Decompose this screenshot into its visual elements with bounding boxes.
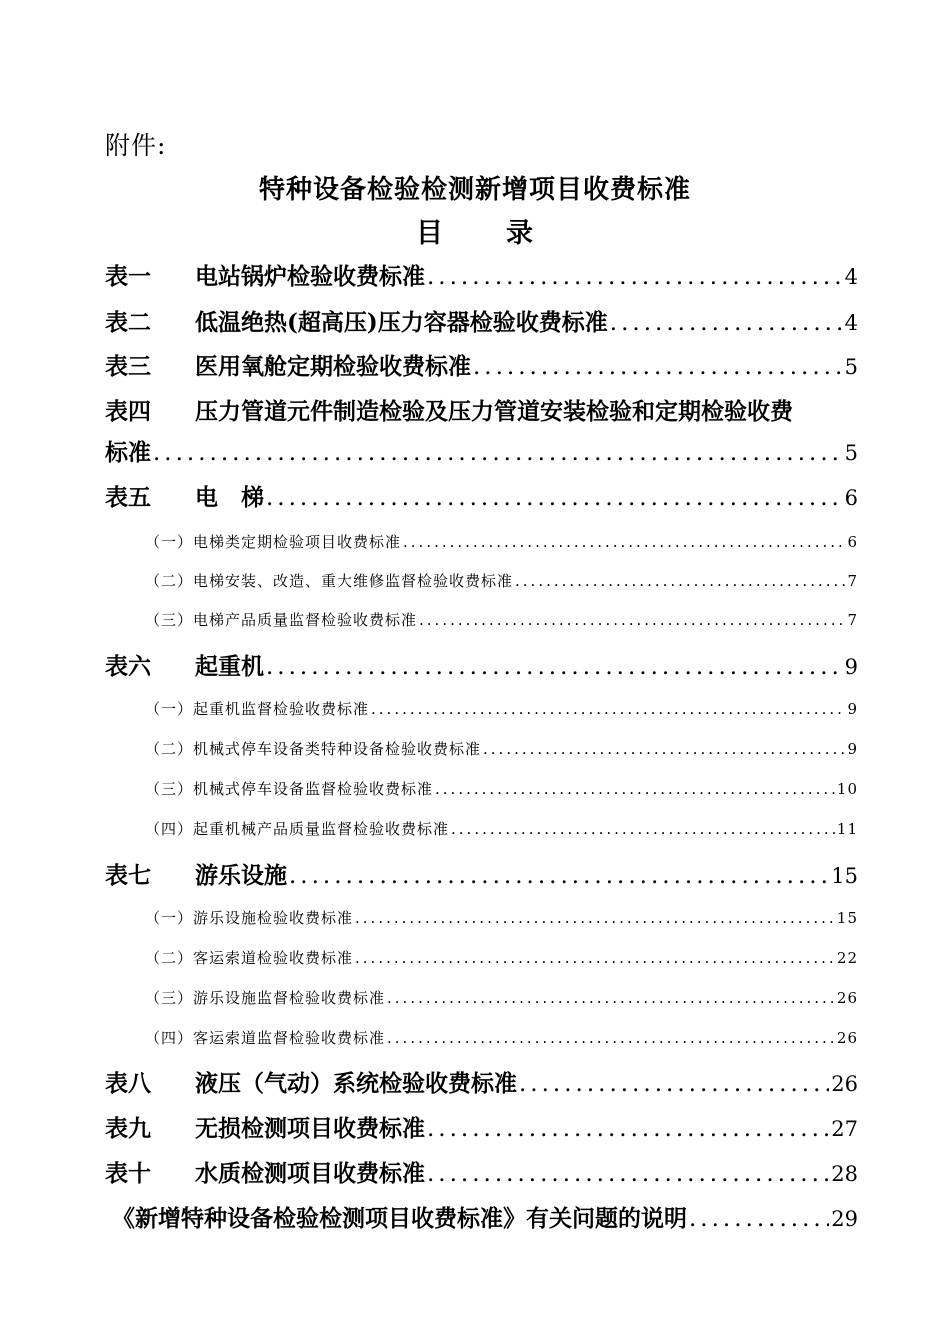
toc-subentry-page: 9 — [847, 700, 858, 718]
toc-subentry-5-3[interactable] — [145, 609, 858, 631]
toc-entry-table-10[interactable] — [105, 1155, 858, 1189]
toc-leader-dots — [153, 440, 843, 466]
toc-subentry-page: 26 — [836, 1029, 858, 1047]
toc-entry-label: 表十 — [105, 1160, 151, 1187]
toc-entry-table-3[interactable] — [105, 348, 858, 382]
toc-leader-dots — [519, 1071, 829, 1097]
toc-leader-dots — [387, 989, 835, 1007]
toc-subentry-text: （二）客运索道检验收费标准 — [145, 949, 354, 967]
toc-leader-dots — [419, 611, 845, 629]
toc-subentry-text: （三）机械式停车设备监督检验收费标准 — [145, 780, 434, 798]
toc-leader-dots — [515, 572, 845, 590]
toc-subentry-page: 9 — [847, 740, 858, 758]
toc-leader-dots — [266, 485, 843, 511]
toc-entry-label: 表一 — [105, 263, 151, 290]
toc-subentry-text: （四）起重机械产品质量监督检验收费标准 — [145, 820, 450, 838]
toc-entry-label: 表三 — [105, 353, 151, 380]
toc-entry-text: 液压（气动）系统检验收费标准 — [195, 1070, 517, 1097]
toc-entry-page: 5 — [844, 355, 858, 379]
toc-subentry-5-1[interactable] — [145, 531, 858, 553]
toc-subentry-6-2[interactable] — [145, 738, 858, 760]
toc-entry-table-9[interactable] — [105, 1110, 858, 1144]
toc-subentry-page: 7 — [847, 572, 858, 590]
toc-title — [0, 211, 950, 250]
toc-entry-page: 5 — [844, 441, 858, 465]
toc-leader-dots — [427, 264, 843, 290]
toc-subentry-7-4[interactable] — [145, 1027, 858, 1049]
toc-subentry-text: （一）起重机监督检验收费标准 — [145, 700, 370, 718]
toc-entry-page: 27 — [831, 1117, 858, 1141]
toc-title-left: 目 — [416, 218, 444, 249]
toc-entry-text: 医用氧舱定期检验收费标准 — [195, 353, 471, 380]
toc-leader-dots — [355, 949, 835, 967]
toc-subentry-page: 6 — [847, 533, 858, 551]
toc-entry-table-8[interactable] — [105, 1065, 858, 1099]
toc-entry-table-6[interactable] — [105, 648, 858, 682]
toc-entry-table-2[interactable] — [105, 304, 858, 338]
toc-leader-dots — [387, 1029, 835, 1047]
toc-leader-dots — [610, 310, 843, 336]
toc-subentry-text: （一）游乐设施检验收费标准 — [145, 909, 354, 927]
toc-leader-dots — [427, 1116, 829, 1142]
toc-entry-explanation[interactable] — [112, 1200, 858, 1234]
toc-subentry-7-2[interactable] — [145, 947, 858, 969]
toc-subentry-text: （三）电梯产品质量监督检验收费标准 — [145, 611, 418, 629]
toc-entry-label: 表六 — [105, 653, 151, 680]
toc-subentry-page: 22 — [836, 949, 858, 967]
toc-leader-dots — [371, 700, 845, 718]
toc-subentry-6-4[interactable] — [145, 818, 858, 840]
toc-leader-dots — [473, 354, 843, 380]
toc-subentry-text: （四）客运索道监督检验收费标准 — [145, 1029, 386, 1047]
toc-leader-dots — [689, 1206, 829, 1232]
toc-entry-label: 表九 — [105, 1115, 151, 1142]
toc-leader-dots — [483, 740, 845, 758]
toc-entry-page: 29 — [831, 1207, 858, 1231]
toc-entry-text: 起重机 — [195, 653, 264, 680]
toc-leader-dots — [266, 654, 843, 680]
toc-entry-label: 表七 — [105, 862, 151, 889]
toc-leader-dots — [451, 820, 835, 838]
toc-leader-dots — [289, 863, 829, 889]
toc-subentry-page: 15 — [836, 909, 858, 927]
toc-entry-text: 低温绝热(超高压)压力容器检验收费标准 — [195, 309, 608, 336]
toc-leader-dots — [355, 909, 835, 927]
toc-subentry-text: （二）机械式停车设备类特种设备检验收费标准 — [145, 740, 482, 758]
toc-subentry-text: （一）电梯类定期检验项目收费标准 — [145, 533, 402, 551]
toc-subentry-page: 10 — [836, 780, 858, 798]
toc-entry-page: 6 — [844, 486, 858, 510]
toc-leader-dots — [403, 533, 845, 551]
toc-subentry-text: （三）游乐设施监督检验收费标准 — [145, 989, 386, 1007]
toc-entry-table-1[interactable] — [105, 258, 858, 292]
toc-entry-table-4-line1[interactable] — [105, 393, 793, 426]
toc-subentry-text: （二）电梯安装、改造、重大维修监督检验收费标准 — [145, 572, 514, 590]
toc-title-right: 录 — [506, 218, 534, 249]
toc-subentry-5-2[interactable] — [145, 570, 858, 592]
toc-subentry-7-1[interactable] — [145, 907, 858, 929]
toc-entry-table-7[interactable] — [105, 857, 858, 891]
toc-entry-text: 无损检测项目收费标准 — [195, 1115, 425, 1142]
toc-entry-page: 15 — [831, 864, 858, 888]
toc-subentry-7-3[interactable] — [145, 987, 858, 1009]
toc-entry-text: 压力管道元件制造检验及压力管道安装检验和定期检验收费 — [195, 398, 793, 425]
toc-entry-text: 电 梯 — [195, 484, 264, 511]
toc-subentry-page: 26 — [836, 989, 858, 1007]
toc-entry-page: 9 — [844, 655, 858, 679]
toc-subentry-page: 7 — [847, 611, 858, 629]
toc-leader-dots — [427, 1161, 829, 1187]
toc-entry-label: 表八 — [105, 1070, 151, 1097]
toc-entry-label: 表四 — [105, 398, 151, 425]
toc-leader-dots — [435, 780, 835, 798]
toc-entry-text: 标准 — [105, 439, 151, 466]
toc-entry-label: 表五 — [105, 484, 151, 511]
toc-entry-text: 《新增特种设备检验检测项目收费标准》有关问题的说明 — [112, 1205, 687, 1232]
toc-subentry-6-1[interactable] — [145, 698, 858, 720]
toc-entry-table-4-line2[interactable] — [105, 434, 858, 468]
toc-entry-text: 游乐设施 — [195, 862, 287, 889]
attachment-label: 附件: — [105, 131, 167, 160]
toc-entry-page: 4 — [844, 265, 858, 289]
toc-subentry-page: 11 — [836, 820, 858, 838]
toc-entry-page: 4 — [844, 311, 858, 335]
toc-entry-label: 表二 — [105, 309, 151, 336]
toc-entry-table-5[interactable] — [105, 479, 858, 513]
toc-entry-text: 水质检测项目收费标准 — [195, 1160, 425, 1187]
toc-subentry-6-3[interactable] — [145, 778, 858, 800]
document-title: 特种设备检验检测新增项目收费标准 — [258, 175, 691, 205]
toc-entry-page: 26 — [831, 1072, 858, 1096]
toc-entry-text: 电站锅炉检验收费标准 — [195, 263, 425, 290]
toc-entry-page: 28 — [831, 1162, 858, 1186]
